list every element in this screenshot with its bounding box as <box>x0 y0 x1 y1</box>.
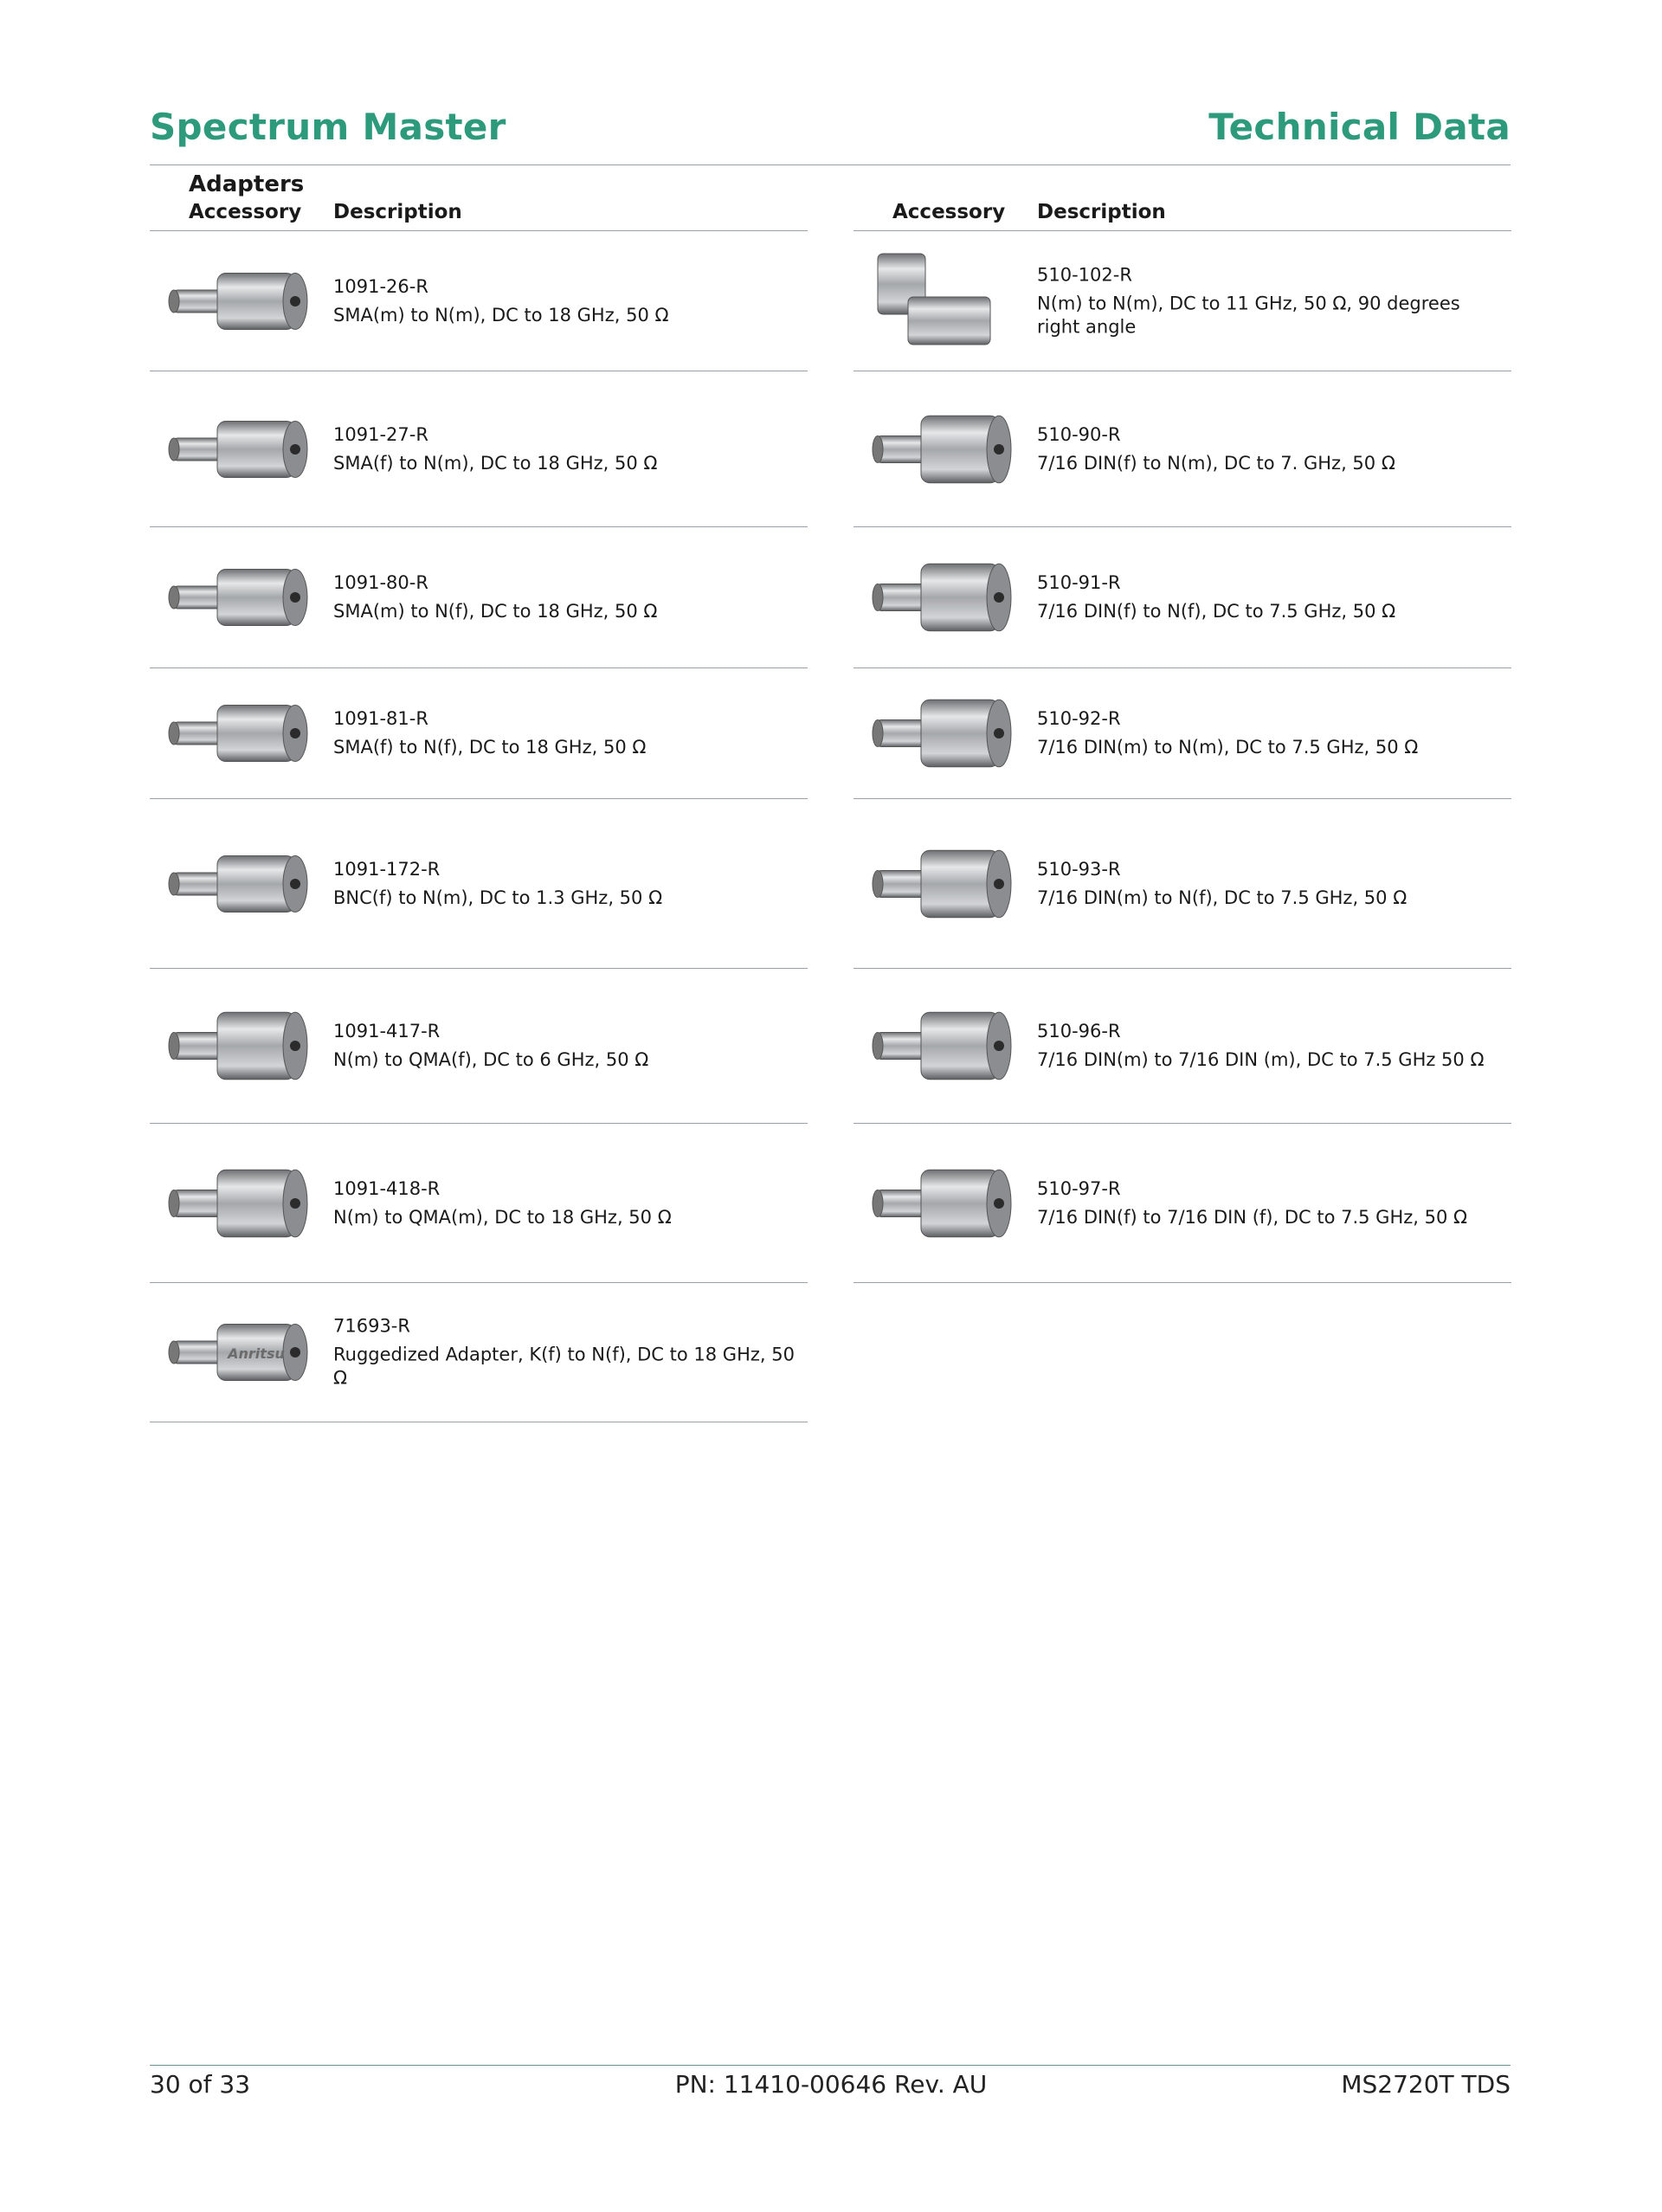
table-row <box>854 231 1511 371</box>
accessory-spec: Ruggedized Adapter, K(f) to N(f), DC to 18 GHz, 50 Ω <box>333 1344 795 1389</box>
accessory-part-number: 71693-R <box>333 1315 410 1337</box>
table-row <box>854 371 1511 527</box>
page-number: 30 of 33 <box>150 2070 251 2099</box>
table-row <box>150 1124 808 1283</box>
accessory-spec: SMA(f) to N(f), DC to 18 GHz, 50 Ω <box>333 737 647 758</box>
din-female-to-din-female-adapter-icon <box>860 1138 1016 1268</box>
accessory-description <box>333 1315 799 1390</box>
din-male-to-n-female-adapter-icon <box>860 819 1016 949</box>
accessory-description <box>333 707 799 759</box>
accessory-description <box>333 1020 799 1072</box>
accessory-part-number: 510-97-R <box>1037 1177 1121 1199</box>
document-id: MS2720T TDS <box>1341 2070 1511 2099</box>
accessory-part-number: 510-102-R <box>1037 264 1132 285</box>
accessory-description <box>1037 571 1503 623</box>
right-angle-n-adapter-icon <box>860 236 1016 366</box>
accessory-description <box>333 858 799 910</box>
adapters-table-right <box>854 197 1511 1283</box>
table-row <box>854 527 1511 668</box>
din-female-to-n-male-adapter-icon <box>860 384 1016 514</box>
accessory-spec: N(m) to N(m), DC to 11 GHz, 50 Ω, 90 degrees right angle <box>1037 293 1460 337</box>
accessory-spec: 7/16 DIN(f) to N(m), DC to 7. GHz, 50 Ω <box>1037 452 1395 474</box>
table-row <box>854 799 1511 969</box>
sma-male-to-n-female-adapter-icon <box>157 532 312 662</box>
header-divider <box>150 164 1511 165</box>
footer-divider <box>150 2065 1511 2066</box>
sma-female-to-n-male-adapter-icon <box>157 384 312 514</box>
table-row <box>150 231 808 371</box>
accessory-spec: SMA(m) to N(f), DC to 18 GHz, 50 Ω <box>333 601 658 622</box>
table-row <box>854 969 1511 1124</box>
accessory-part-number: 510-92-R <box>1037 708 1121 729</box>
accessory-column-header: Accessory <box>189 201 302 223</box>
accessory-spec: 7/16 DIN(f) to N(f), DC to 7.5 GHz, 50 Ω <box>1037 601 1396 622</box>
table-row <box>150 668 808 799</box>
table-row <box>150 371 808 527</box>
n-male-to-qma-female-adapter-icon <box>157 981 312 1111</box>
ruggedized-k-to-n-adapter-icon <box>157 1287 312 1417</box>
accessory-description <box>1037 858 1503 910</box>
accessory-spec: 7/16 DIN(m) to N(f), DC to 7.5 GHz, 50 Ω <box>1037 887 1408 908</box>
din-male-to-din-male-adapter-icon <box>860 981 1016 1111</box>
part-number: PN: 11410-00646 Rev. AU <box>674 2070 988 2099</box>
accessory-spec: 7/16 DIN(m) to N(m), DC to 7.5 GHz, 50 Ω <box>1037 737 1419 758</box>
accessory-part-number: 510-93-R <box>1037 858 1121 880</box>
table-row <box>854 1124 1511 1283</box>
accessory-part-number: 1091-172-R <box>333 858 441 880</box>
accessory-part-number: 510-90-R <box>1037 423 1121 445</box>
accessory-part-number: 1091-27-R <box>333 423 428 445</box>
accessory-part-number: 510-96-R <box>1037 1021 1121 1042</box>
accessory-description <box>333 423 799 475</box>
accessory-spec: SMA(f) to N(m), DC to 18 GHz, 50 Ω <box>333 452 658 474</box>
accessory-spec: 7/16 DIN(f) to 7/16 DIN (f), DC to 7.5 GHz, 50 Ω <box>1037 1206 1468 1228</box>
din-male-to-n-male-adapter-icon <box>860 668 1016 798</box>
sma-female-to-n-female-adapter-icon <box>157 668 312 798</box>
table-row <box>150 527 808 668</box>
accessory-description <box>1037 263 1503 339</box>
accessory-spec: 7/16 DIN(m) to 7/16 DIN (m), DC to 7.5 GHz 50 Ω <box>1037 1049 1485 1070</box>
sma-male-to-n-male-adapter-icon <box>157 236 312 366</box>
accessory-description <box>333 275 799 327</box>
accessory-part-number: 1091-81-R <box>333 708 428 729</box>
table-title: Adapters <box>189 171 305 197</box>
accessory-description <box>1037 707 1503 759</box>
accessory-description <box>1037 1177 1503 1229</box>
table-header <box>854 197 1511 231</box>
accessory-description <box>1037 1020 1503 1072</box>
table-header <box>150 197 808 231</box>
table-row <box>150 799 808 969</box>
accessory-spec: SMA(m) to N(m), DC to 18 GHz, 50 Ω <box>333 304 669 326</box>
accessory-part-number: 1091-26-R <box>333 275 428 297</box>
section-heading: Technical Data <box>1208 106 1511 148</box>
accessory-spec: N(m) to QMA(f), DC to 6 GHz, 50 Ω <box>333 1049 649 1070</box>
accessory-spec: N(m) to QMA(m), DC to 18 GHz, 50 Ω <box>333 1206 672 1228</box>
description-column-header: Description <box>333 201 462 223</box>
description-column-header: Description <box>1037 201 1166 223</box>
document-title: Spectrum Master <box>150 106 506 148</box>
table-row <box>150 969 808 1124</box>
brand-logo: Anritsu <box>228 1345 285 1362</box>
din-female-to-n-female-adapter-icon <box>860 532 1016 662</box>
bnc-female-to-n-male-adapter-icon <box>157 819 312 949</box>
accessory-description <box>333 571 799 623</box>
accessory-part-number: 510-91-R <box>1037 572 1121 593</box>
accessory-description <box>333 1177 799 1229</box>
accessory-part-number: 1091-80-R <box>333 572 428 593</box>
accessory-part-number: 1091-417-R <box>333 1021 441 1042</box>
accessory-description <box>1037 423 1503 475</box>
n-male-to-qma-male-adapter-icon <box>157 1138 312 1268</box>
adapters-table-left <box>150 197 808 1422</box>
table-row <box>150 1283 808 1422</box>
accessory-spec: BNC(f) to N(m), DC to 1.3 GHz, 50 Ω <box>333 887 663 908</box>
table-row <box>854 668 1511 799</box>
accessory-column-header: Accessory <box>892 201 1006 223</box>
accessory-part-number: 1091-418-R <box>333 1177 441 1199</box>
